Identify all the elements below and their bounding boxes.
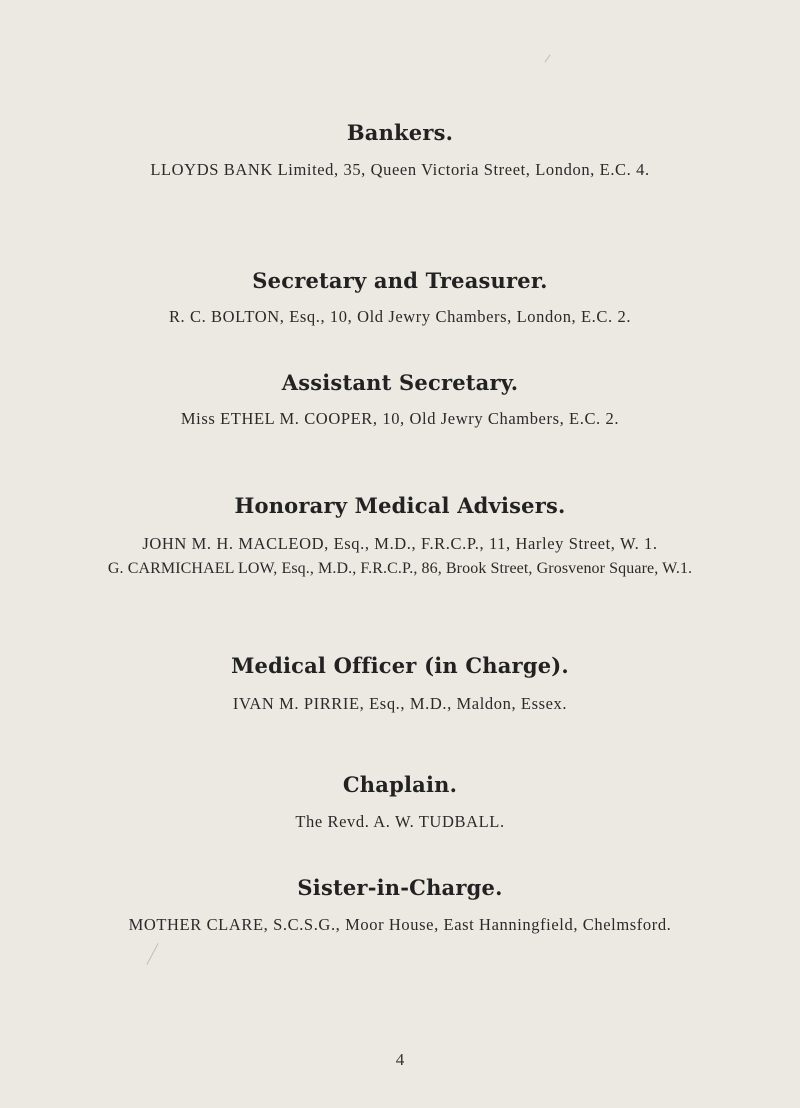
page-number: 4: [395, 1050, 405, 1069]
stray-mark-bottom: [146, 943, 158, 965]
secretary-treasurer-heading: Secretary and Treasurer.: [252, 268, 548, 293]
bankers-line: LLOYDS BANK Limited, 35, Queen Victoria Street, London, E.C. 4.: [150, 160, 650, 179]
assistant-secretary-heading: Assistant Secretary.: [281, 370, 519, 395]
sister-in-charge-line: MOTHER CLARE, S.C.S.G., Moor House, East Hanningfield, Chelmsford.: [128, 915, 672, 934]
medical-advisers-heading: Honorary Medical Advisers.: [234, 493, 566, 518]
stray-mark-top: [545, 55, 551, 63]
secretary-treasurer-line: R. C. BOLTON, Esq., 10, Old Jewry Chambers, London, E.C. 2.: [168, 307, 632, 326]
chaplain-heading: Chaplain.: [342, 772, 458, 797]
bankers-heading: Bankers.: [346, 120, 454, 145]
medical-adviser-line-2: G. CARMICHAEL LOW, Esq., M.D., F.R.C.P., 86, Brook Street, Grosvenor Square, W.1.: [107, 560, 693, 577]
medical-adviser-line-1: JOHN M. H. MACLEOD, Esq., M.D., F.R.C.P., 11, Harley Street, W. 1.: [142, 534, 658, 553]
medical-officer-heading: Medical Officer (in Charge).: [231, 653, 569, 678]
medical-officer-line: IVAN M. PIRRIE, Esq., M.D., Maldon, Essex.: [232, 694, 568, 713]
sister-in-charge-heading: Sister-in-Charge.: [297, 875, 503, 900]
assistant-secretary-line: Miss ETHEL M. COOPER, 10, Old Jewry Chambers, E.C. 2.: [180, 409, 620, 428]
chaplain-line: The Revd. A. W. TUDBALL.: [295, 812, 505, 831]
